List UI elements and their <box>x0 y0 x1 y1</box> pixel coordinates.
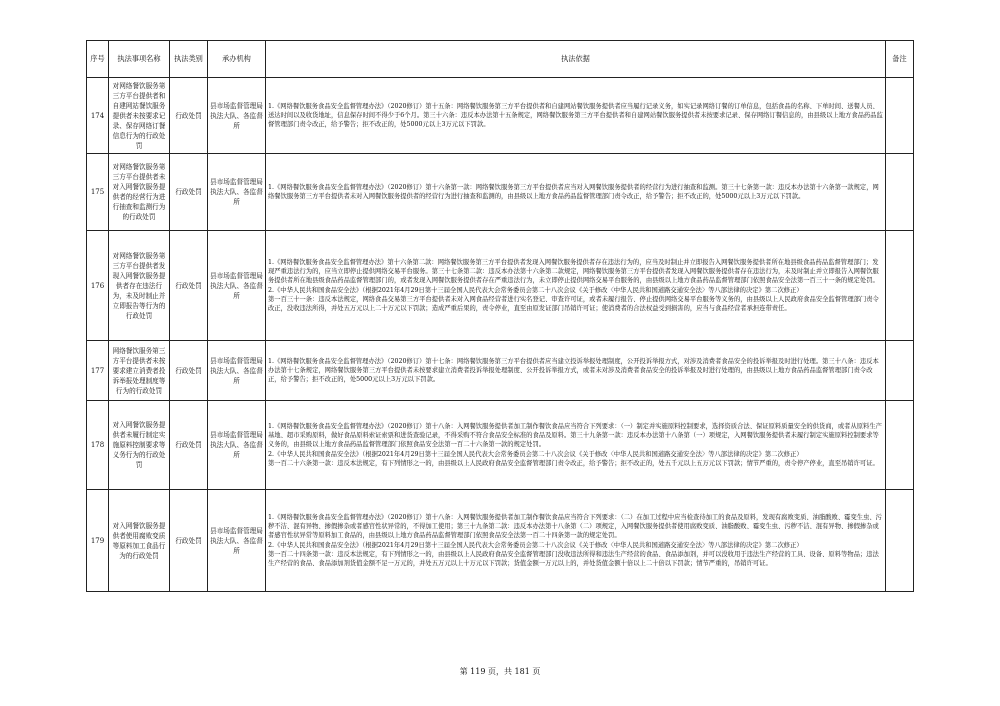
row-org: 县市场监督管理局执法大队、各监督所 <box>208 78 266 154</box>
row-type: 行政处罚 <box>170 341 208 401</box>
row-type: 行政处罚 <box>170 490 208 592</box>
basis-paragraph: 2.《中华人民共和国食品安全法》（根据2021年4月29日第十三届全国人民代表大会常务委员会第二十八次会议《关于修改〈中华人民共和国道路交通安全法〉等八部法律的决定》第二次修正） <box>268 541 803 549</box>
row-type: 行政处罚 <box>170 231 208 341</box>
basis-paragraph: 第一百二十四条第一款：违反本法规定，有下列情形之一的，由县级以上人民政府食品安全监督管理部门没收违法所得和违法生产经营的食品、食品添加剂，并可以没收用于违法生产经营的工具、设备、原料等物品；违法生产经营的食品、食品添加剂货值金额不足一万元的，并处五万元以上十万元以下罚款；货值金额一万元以上的，并处货值金额十倍以上二十倍以下罚款；情节严重的，吊销许可证。 <box>268 550 879 567</box>
table-row <box>87 490 914 592</box>
basis-paragraph: 第一百三十一条：违反本法规定，网络食品交易第三方平台提供者未对入网食品经营者进行实名登记、审查许可证，或者未履行报告、停止提供网络交易平台服务等义务的，由县级以上人民政府食品安全监督管理部门责令改正，没收违法所得，并处五万元以上二十万元以下罚款；造成严重后果的，责令停业，直至由原发证部门吊销许可证；使消费者的合法权益受到损害的，应当与食品经营者承担连带责任。 <box>268 295 879 312</box>
header-note: 备注 <box>886 41 914 78</box>
row-note <box>886 341 914 401</box>
row-seq: 177 <box>87 341 109 401</box>
row-item-name: 对网络餐饮服务第三方平台提供者和自建网站餐饮服务提供者未按要求记录、保存网络订餐信息行为的行政处罚 <box>109 78 170 154</box>
enforcement-table <box>86 40 914 592</box>
row-org: 县市场监督管理局执法大队、各监督所 <box>208 401 266 490</box>
basis-paragraph: 第一百二十六条第一款：违反本法规定，有下列情形之一的，由县级以上人民政府食品安全监督管理部门责令改正，给予警告；拒不改正的，处五千元以上五万元以下罚款；情节严重的，责令停产停业，直至吊销许可证。 <box>268 459 879 467</box>
row-note <box>886 78 914 154</box>
table-row <box>87 231 914 341</box>
table-row <box>87 78 914 154</box>
row-basis <box>266 154 886 231</box>
basis-paragraph: 1.《网络餐饮服务食品安全监督管理办法》（2020修订）第十五条：网络餐饮服务第三方平台提供者和自建网站餐饮服务提供者应当履行记录义务，如实记录网络订餐的订单信息，包括食品的名称、下单时间、送餐人员、送达时间以及收货地址，信息保存时间不得少于6个月。第三十六条：违反本办法第十五条规定，网络餐饮服务第三方平台提供者和自建网站餐饮服务提供者未按要求记录、保存网络订餐信息的，由县级以上地方食品药品监督管理部门责令改正，给予警告；拒不改正的，处5000元以上3万元以下罚款。 <box>268 102 883 129</box>
page-number: 第 119 页，共 181 页 <box>459 667 541 676</box>
row-org: 县市场监督管理局执法大队、各监督所 <box>208 341 266 401</box>
table-body <box>87 78 914 592</box>
row-basis <box>266 341 886 401</box>
row-note <box>886 154 914 231</box>
row-basis <box>266 78 886 154</box>
row-basis <box>266 490 886 592</box>
basis-paragraph: 2.《中华人民共和国食品安全法》（根据2021年4月29日第十三届全国人民代表大会常务委员会第二十八次会议《关于修改〈中华人民共和国道路交通安全法〉等八部法律的决定》第二次修正） <box>268 450 803 458</box>
row-note <box>886 490 914 592</box>
basis-paragraph: 1.《网络餐饮服务食品安全监督管理办法》（2020修订）第十八条：入网餐饮服务提供者加工制作餐饮食品应当符合下列要求：（二）在加工过程中应当检查待加工的食品及原料，发现有腐败变质、油脂酸败、霉变生虫、污秽不洁、混有异物、掺假掺杂或者感官性状异常的，不得加工使用；第三十九条第二款：违反本办法第十八条第（二）项规定，入网餐饮服务提供者使用腐败变质、油脂酸败、霉变生虫、污秽不洁、混有异物、掺假掺杂或者感官性状异常等原料加工食品的，由县级以上地方食品药品监督管理部门依照食品安全法第一百二十四条第一款的规定处罚。 <box>268 513 882 540</box>
row-item-name: 对网络餐饮服务第三方平台提供者未对入网餐饮服务提供者的经营行为进行抽查和监测行为的行政处罚 <box>109 154 170 231</box>
table-row <box>87 154 914 231</box>
row-type: 行政处罚 <box>170 401 208 490</box>
header-item: 执法事项名称 <box>109 41 170 78</box>
basis-paragraph: 1.《网络餐饮服务食品安全监督管理办法》第十六条第二款：网络餐饮服务第三方平台提供者发现入网餐饮服务提供者存在违法行为的，应当及时制止并立即报告入网餐饮服务提供者所在地县级食品药品监督管理部门；发现严重违法行为的，应当立即停止提供网络交易平台服务。第三十七条第二款：违反本办法第十六条第二款规定，网络餐饮服务第三方平台提供者发现入网餐饮服务提供者存在违法行为，未及时制止并立即报告入网餐饮服务提供者所在地县级食品药品监督管理部门的，或者发现入网餐饮服务提供者存在严重违法行为，未立即停止提供网络交易平台服务的，由县级以上地方食品药品监督管理部门依照食品安全法第一百三十一条的规定处罚。2.《中华人民共和国食品安全法》（根据2021年4月29日第十三届全国人民代表大会常务委员会第二十八次会议《关于修改〈中华人民共和国道路交通安全法〉等八部法律的决定》第二次修正） <box>268 258 879 294</box>
row-seq: 174 <box>87 78 109 154</box>
basis-paragraph: 1.《网络餐饮服务食品安全监督管理办法》（2020修订）第十八条：入网餐饮服务提供者加工制作餐饮食品应当符合下列要求：（一）制定并实施原料控制要求，选择资质合法、保证原料质量安全的供货商，或者从原料生产基地、超市采购原料，做好食品原料索证索票和进货查验记录，不得采购不符合食品安全标准的食品及原料。第三十九条第一款：违反本办法第十八条第（一）项规定，入网餐饮服务提供者未履行制定实施原料控制要求等义务的，由县级以上地方食品药品监督管理部门依照食品安全法第一百二十六条第一款的规定处罚。 <box>268 422 882 449</box>
row-item-name: 对入网餐饮服务提供者未履行制定实施原料控制要求等义务行为的行政处罚 <box>109 401 170 490</box>
table-row <box>87 401 914 490</box>
row-org: 县市场监督管理局执法大队、各监督所 <box>208 231 266 341</box>
header-seq: 序号 <box>87 41 109 78</box>
header-basis: 执法依据 <box>266 41 886 78</box>
table-header-row <box>87 41 914 78</box>
row-item-name: 对网络餐饮服务第三方平台提供者发现入网餐饮服务提供者存在违法行为，未及时制止并立即报告等行为的行政处罚 <box>109 231 170 341</box>
row-basis <box>266 231 886 341</box>
table-row <box>87 341 914 401</box>
row-basis <box>266 401 886 490</box>
row-type: 行政处罚 <box>170 154 208 231</box>
row-org: 县市场监督管理局执法大队、各监督所 <box>208 490 266 592</box>
row-note <box>886 401 914 490</box>
header-org: 承办机构 <box>208 41 266 78</box>
row-item-name: 对入网餐饮服务提供者使用腐败变质等原料加工食品行为的行政处罚 <box>109 490 170 592</box>
header-type: 执法类别 <box>170 41 208 78</box>
row-seq: 175 <box>87 154 109 231</box>
row-type: 行政处罚 <box>170 78 208 154</box>
basis-paragraph: 1.《网络餐饮服务食品安全监督管理办法》（2020修订）第十六条第一款：网络餐饮服务第三方平台提供者应当对入网餐饮服务提供者的经营行为进行抽查和监测。第三十七条第一款：违反本办法第十六条第一款规定，网络餐饮服务第三方平台提供者未对入网餐饮服务提供者的经营行为进行抽查和监测的，由县级以上地方食品药品监督管理部门责令改正，给予警告；拒不改正的，处5000元以上3万元以下罚款。 <box>268 183 879 200</box>
row-note <box>886 231 914 341</box>
row-seq: 179 <box>87 490 109 592</box>
row-seq: 176 <box>87 231 109 341</box>
row-seq: 178 <box>87 401 109 490</box>
row-org: 县市场监督管理局执法大队、各监督所 <box>208 154 266 231</box>
basis-paragraph: 1.《网络餐饮服务食品安全监督管理办法》（2020修订）第十七条：网络餐饮服务第三方平台提供者应当建立投诉举报处理制度，公开投诉举报方式，对涉及消费者食品安全的投诉举报及时进行处理。第三十八条：违反本办法第十七条规定，网络餐饮服务第三方平台提供者未按要求建立消费者投诉举报处理制度、公开投诉举报方式，或者未对涉及消费者食品安全的投诉举报及时进行处理的，由县级以上地方食品药品监督管理部门责令改正，给予警告；拒不改正的，处5000元以上3万元以下罚款。 <box>268 357 879 384</box>
row-item-name: 网络餐饮服务第三方平台提供者未按要求建立消费者投诉举报处理制度等行为的行政处罚 <box>109 341 170 401</box>
